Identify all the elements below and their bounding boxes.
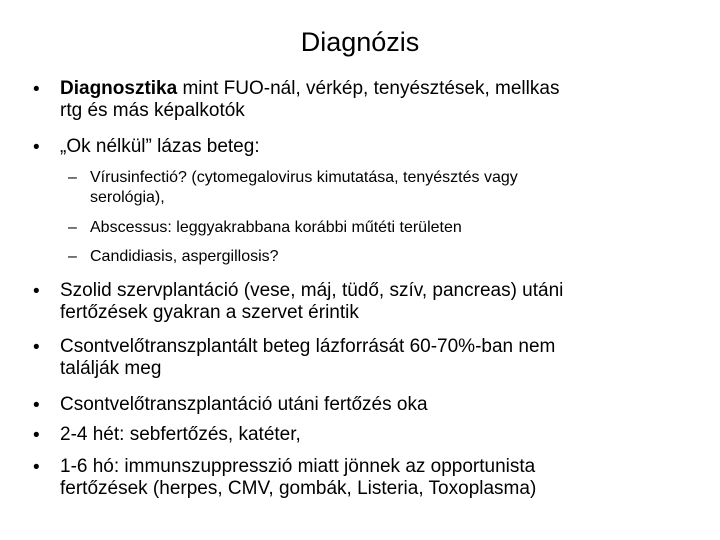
text-line: Csontvelőtranszplantált beteg lázforrását 60-70%-ban nem — [60, 336, 556, 357]
text-line: serológia), — [90, 189, 165, 206]
bullet-dot: • — [33, 395, 40, 416]
bullet-text — [60, 280, 700, 324]
text-line: Vírusinfectió? (cytomegalovirus kimutatása, tenyésztés vagy — [90, 169, 518, 186]
sub-bullet-text: Candidiasis, aspergillosis? — [90, 248, 279, 265]
bullet-dot: • — [33, 137, 40, 158]
text-line: találják meg — [60, 358, 162, 379]
text-line: fertőzések gyakran a szervet érintik — [60, 302, 359, 323]
bullet-dash: – — [68, 219, 77, 236]
bullet-dash: – — [68, 248, 77, 265]
bullet-text — [60, 456, 700, 500]
bullet-dot: • — [33, 457, 40, 478]
bullet-dot: • — [33, 337, 40, 358]
bullet-dot: • — [33, 281, 40, 302]
sub-bullet-text: Abscessus: leggyakrabbana korábbi műtéti területen — [90, 219, 462, 236]
bullet-text: 2-4 hét: sebfertőzés, katéter, — [60, 424, 301, 445]
text-line: 1-6 hó: immunszuppresszió miatt jönnek az opportunista — [60, 456, 536, 477]
bullet-text: „Ok nélkül” lázas beteg: — [60, 136, 260, 157]
text-line: fertőzések (herpes, CMV, gombák, Listeria, Toxoplasma) — [60, 478, 537, 499]
text-segment: mint FUO-nál, vérkép, tenyésztések, mellkas — [177, 78, 560, 99]
bullet-text — [60, 78, 700, 122]
bullet-text — [60, 336, 700, 380]
sub-bullet-text — [90, 168, 690, 208]
bullet-dash: – — [68, 169, 77, 186]
slide-title: Diagnózis — [300, 27, 420, 57]
text-line: rtg és más képalkotók — [60, 100, 245, 121]
bold-term: Diagnosztika — [60, 78, 178, 99]
text-line: Szolid szervplantáció (vese, máj, tüdő, szív, pancreas) utáni — [60, 280, 564, 301]
bullet-dot: • — [33, 425, 40, 446]
bullet-dot: • — [33, 79, 40, 100]
bullet-text: Csontvelőtranszplantáció utáni fertőzés oka — [60, 394, 428, 415]
